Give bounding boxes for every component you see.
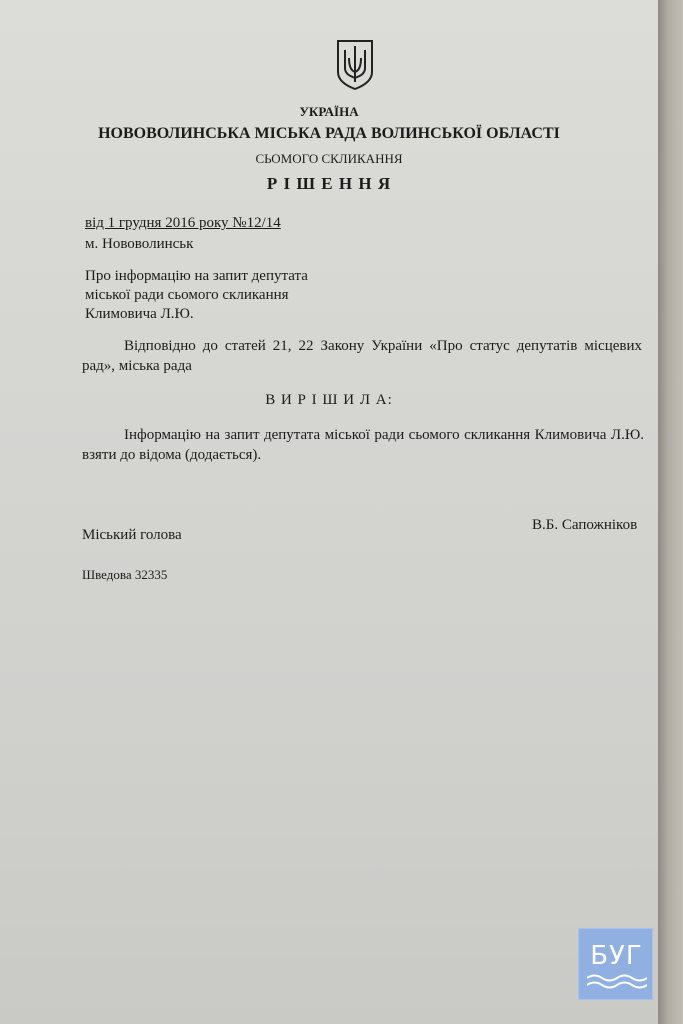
city: м. Нововолинськ bbox=[85, 236, 194, 252]
document-type: Р І Ш Е Н Н Я bbox=[266, 174, 392, 193]
executor: Шведова 32335 bbox=[82, 567, 168, 582]
convocation: СЬОМОГО СКЛИКАННЯ bbox=[255, 151, 403, 166]
resolution: Інформацію на запит депутата міської ради сьомого скликання Климовича Л.Ю. взяти до відома (додається). bbox=[82, 427, 644, 463]
subject-line-3: Климовича Л.Ю. bbox=[85, 306, 194, 322]
paper-edge-shadow bbox=[658, 0, 683, 1024]
signatory-name: В.Б. Сапожніков bbox=[532, 517, 638, 533]
watermark-logo bbox=[578, 928, 653, 1000]
subject-line-2: міської ради сьомого скликання bbox=[85, 287, 289, 303]
waves-icon bbox=[587, 973, 647, 989]
signatory-position: Міський голова bbox=[82, 527, 182, 543]
preamble: Відповідно до статей 21, 22 Закону України «Про статус депутатів місцевих рад», міська рада bbox=[82, 338, 642, 374]
watermark-label: БУГ bbox=[590, 941, 643, 971]
country-name: УКРАЇНА bbox=[299, 104, 359, 119]
council-name: НОВОВОЛИНСЬКА МІСЬКА РАДА ВОЛИНСЬКОЇ ОБЛАСТІ bbox=[98, 125, 560, 142]
date-number: від 1 грудня 2016 року №12/14 bbox=[85, 215, 281, 231]
decided-heading: В И Р І Ш И Л А: bbox=[265, 392, 393, 408]
subject-line-1: Про інформацію на запит депутата bbox=[85, 268, 308, 284]
tryzub-coat-of-arms-icon bbox=[335, 38, 375, 90]
